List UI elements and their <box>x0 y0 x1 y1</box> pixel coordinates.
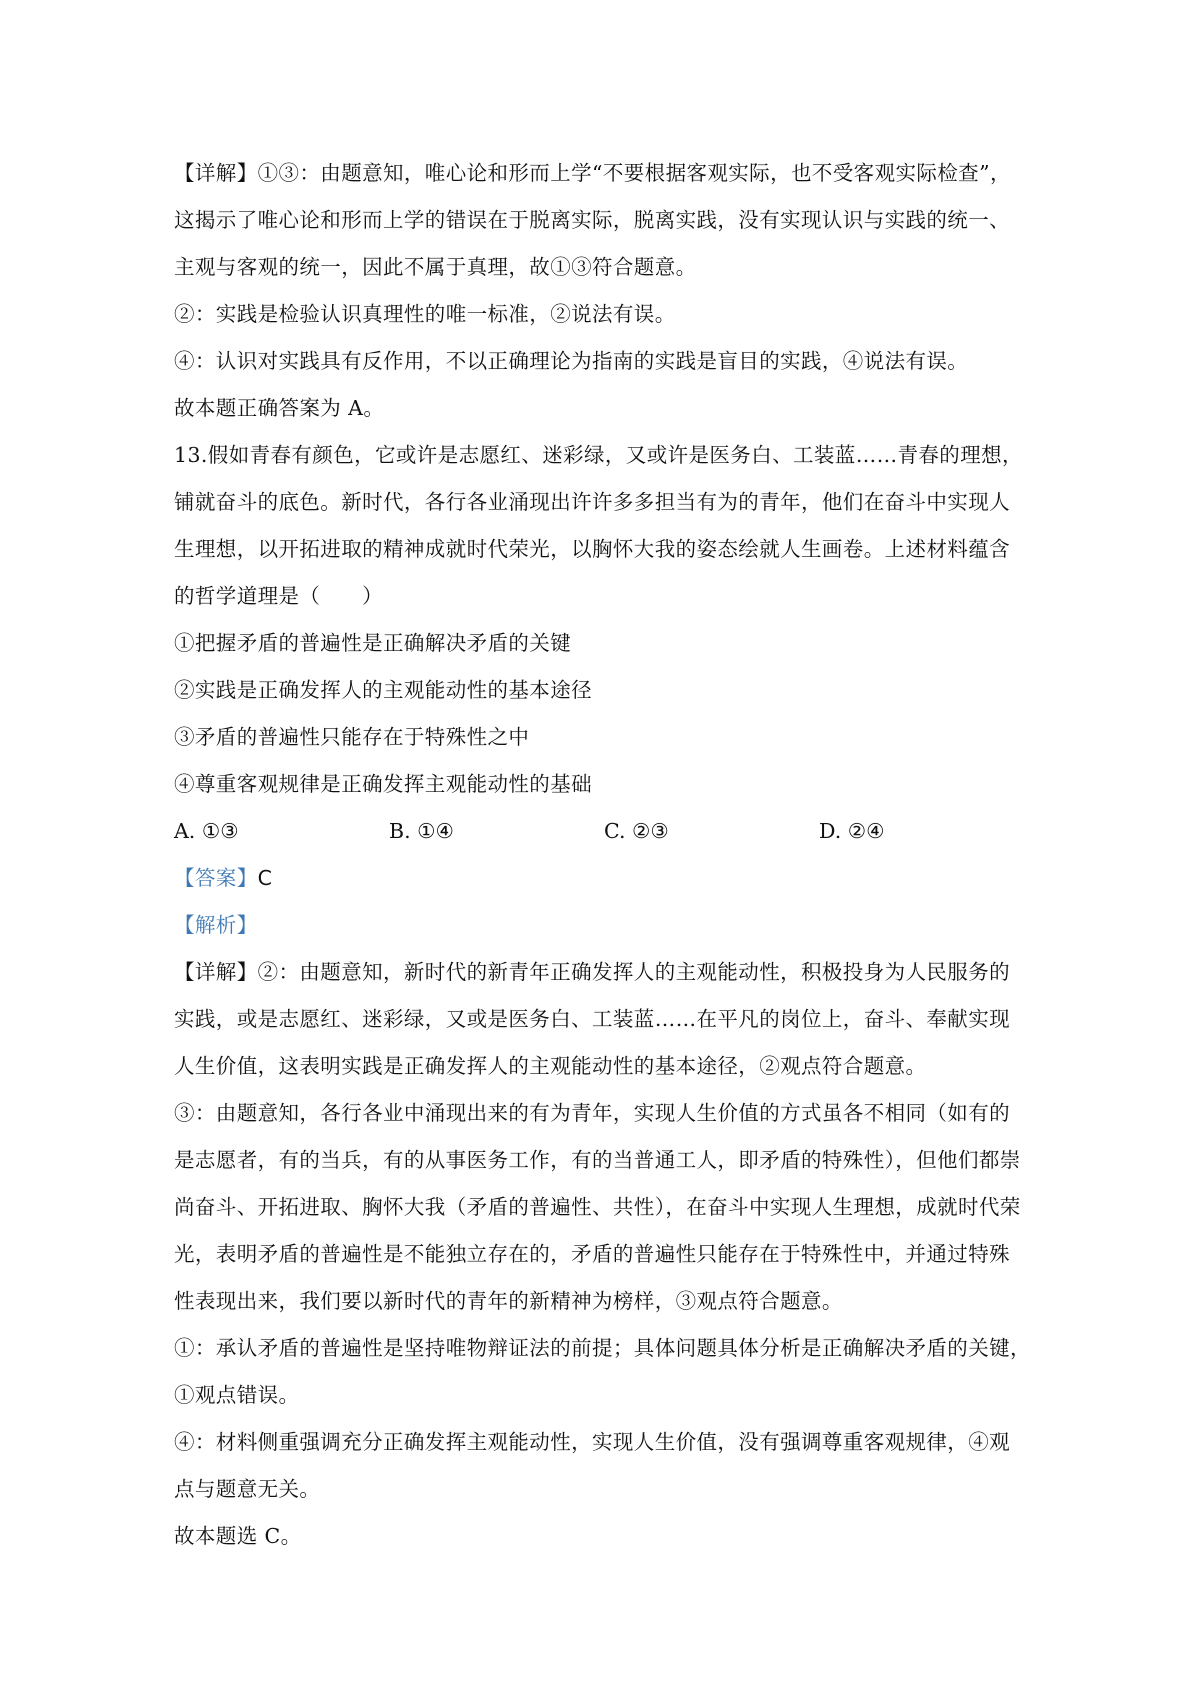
option-d: D. ②④ <box>819 819 885 843</box>
detail-line: ①观点错误。 <box>174 1383 300 1407</box>
prev-detail-line: 故本题正确答案为 A。 <box>174 396 385 420</box>
detail-line: 性表现出来，我们要以新时代的青年的新精神为榜样，③观点符合题意。 <box>174 1289 843 1313</box>
detail-line: ③：由题意知，各行各业中涌现出来的有为青年，实现人生价值的方式虽各不相同（如有的 <box>174 1101 1010 1125</box>
prev-detail-block <box>174 150 1034 432</box>
document-content <box>174 150 1034 1560</box>
prev-detail-line: 【详解】①③：由题意知，唯心论和形而上学“不要根据客观实际，也不受客观实际检查”， <box>174 161 1011 185</box>
detail-line: 实践，或是志愿红、迷彩绿，又或是医务白、工装蓝……在平凡的岗位上，奋斗、奉献实现 <box>174 1007 1010 1031</box>
answer-options <box>174 808 1034 855</box>
detail-line: 光，表明矛盾的普遍性是不能独立存在的，矛盾的普遍性只能存在于特殊性中，并通过特殊 <box>174 1242 1010 1266</box>
detail-block <box>174 949 1034 1560</box>
answer-value: C <box>257 866 273 890</box>
detail-line: ④：材料侧重强调充分正确发挥主观能动性，实现人生价值，没有强调尊重客观规律，④观 <box>174 1430 1010 1454</box>
prev-detail-line: 主观与客观的统一，因此不属于真理，故①③符合题意。 <box>174 255 697 279</box>
detail-line: 尚奋斗、开拓进取、胸怀大我（矛盾的普遍性、共性），在奋斗中实现人生理想，成就时代荣 <box>174 1195 1021 1219</box>
question-item: ②实践是正确发挥人的主观能动性的基本途径 <box>174 678 592 702</box>
option-b: B. ①④ <box>389 819 454 843</box>
question-item: ③矛盾的普遍性只能存在于特殊性之中 <box>174 725 530 749</box>
prev-detail-line: ④：认识对实践具有反作用，不以正确理论为指南的实践是盲目的实践，④说法有误。 <box>174 349 969 373</box>
detail-line: 【详解】②：由题意知，新时代的新青年正确发挥人的主观能动性，积极投身为人民服务的 <box>174 960 1010 984</box>
option-c: C. ②③ <box>604 819 669 843</box>
detail-line: 人生价值，这表明实践是正确发挥人的主观能动性的基本途径，②观点符合题意。 <box>174 1054 927 1078</box>
question-stem-line: 的哲学道理是（ ） <box>174 584 383 608</box>
prev-detail-line: ②：实践是检验认识真理性的唯一标准，②说法有误。 <box>174 302 676 326</box>
question-block <box>174 432 1034 855</box>
answer-label: 【答案】 <box>174 866 258 890</box>
answer-line <box>174 855 1034 902</box>
detail-line: 点与题意无关。 <box>174 1477 321 1501</box>
question-stem-line: 13.假如青春有颜色，它或许是志愿红、迷彩绿，又或许是医务白、工装蓝……青春的理想， <box>174 443 1023 467</box>
question-item: ①把握矛盾的普遍性是正确解决矛盾的关键 <box>174 631 572 655</box>
analysis-line <box>174 902 1034 949</box>
question-stem-line: 生理想，以开拓进取的精神成就时代荣光，以胸怀大我的姿态绘就人生画卷。上述材料蕴含 <box>174 537 1010 561</box>
analysis-label: 【解析】 <box>174 913 258 937</box>
detail-line: ①：承认矛盾的普遍性是坚持唯物辩证法的前提；具体问题具体分析是正确解决矛盾的关键， <box>174 1336 1031 1360</box>
detail-line: 故本题选 C。 <box>174 1524 302 1548</box>
detail-line: 是志愿者，有的当兵，有的从事医务工作，有的当普通工人，即矛盾的特殊性），但他们都崇 <box>174 1148 1021 1172</box>
prev-detail-line: 这揭示了唯心论和形而上学的错误在于脱离实际，脱离实践，没有实现认识与实践的统一、 <box>174 208 1010 232</box>
option-a: A. ①③ <box>174 819 239 843</box>
question-stem-line: 铺就奋斗的底色。新时代，各行各业涌现出许许多多担当有为的青年，他们在奋斗中实现人 <box>174 490 1010 514</box>
question-item: ④尊重客观规律是正确发挥主观能动性的基础 <box>174 772 592 796</box>
